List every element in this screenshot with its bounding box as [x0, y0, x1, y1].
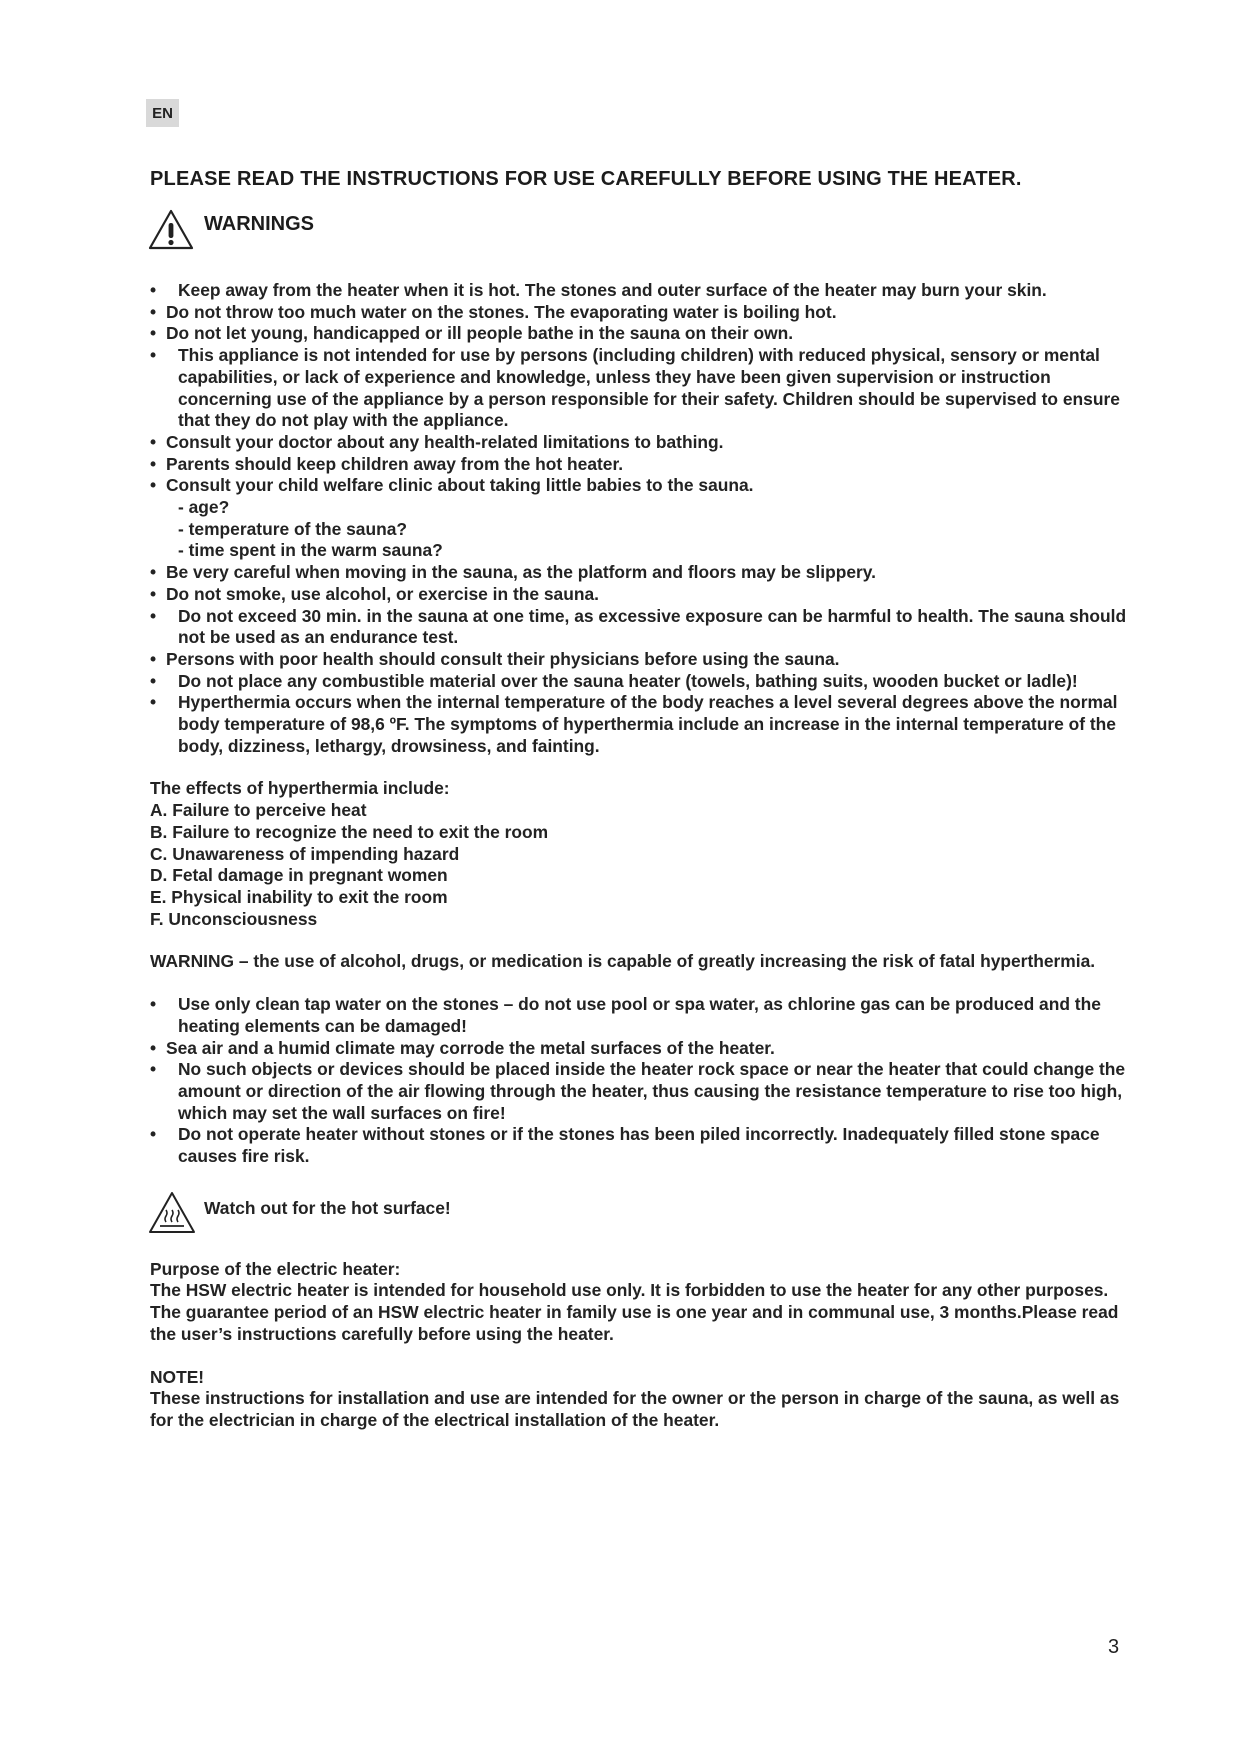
hot-surface-warning — [148, 1191, 1130, 1235]
note-text: These instructions for installation and use are intended for the owner or the person in charge of the sauna, as well as for the electrician in charge of the electrical installation of the heater. — [150, 1388, 1120, 1430]
list-item: • Do not operate heater without stones or if the stones has been piled incorrectly. Inadequately filled stone space causes fire risk. — [150, 1124, 1130, 1167]
effect-item: D. Fetal damage in pregnant women — [150, 865, 448, 886]
list-item: • Do not smoke, use alcohol, or exercise in the sauna. — [150, 584, 1130, 606]
note-heading: NOTE! — [150, 1366, 205, 1387]
list-item: • Be very careful when moving in the sauna, as the platform and floors may be slippery. — [150, 562, 1130, 584]
list-item: • Do not let young, handicapped or ill people bathe in the sauna on their own. — [150, 323, 1130, 345]
water-warnings-list — [150, 994, 1130, 1168]
list-item: • Do not exceed 30 min. in the sauna at one time, as excessive exposure can be harmful to health. The sauna should not be used as an endurance test. — [150, 606, 1130, 649]
clinic-question: - age? — [178, 497, 230, 518]
hot-surface-warning-icon — [148, 1191, 196, 1235]
purpose-heading: Purpose of the electric heater: — [150, 1258, 401, 1279]
warnings-list-continued — [150, 562, 1130, 757]
effects-heading: The effects of hyperthermia include: — [150, 778, 450, 799]
purpose-text: The HSW electric heater is intended for household use only. It is forbidden to use the heater for any other purposes. The guarantee period of an HSW electric heater in family use is one year and in communal use, 3 months.Please read the user’s instructions carefully before using the heater. — [150, 1280, 1119, 1344]
list-item: • Sea air and a humid climate may corrode the metal surfaces of the heater. — [150, 1038, 1130, 1060]
alcohol-warning: WARNING – the use of alcohol, drugs, or medication is capable of greatly increasing the risk of fatal hyperthermia. — [150, 951, 1096, 972]
list-item: • No such objects or devices should be placed inside the heater rock space or near the heater that could change the amount or direction of the air flowing through the heater, thus causing the resistance temperature to rise too high, which may set the wall surfaces on fire! — [150, 1059, 1130, 1124]
warnings-list — [150, 280, 1130, 497]
effect-item: F. Unconsciousness — [150, 908, 318, 929]
language-badge: EN — [146, 99, 179, 127]
effect-item: B. Failure to recognize the need to exit the room — [150, 821, 549, 842]
clinic-question: - time spent in the warm sauna? — [178, 540, 443, 561]
list-item: • Keep away from the heater when it is hot. The stones and outer surface of the heater may burn your skin. — [150, 280, 1130, 302]
list-item: • This appliance is not intended for use by persons (including children) with reduced physical, sensory or mental capabilities, or lack of experience and knowledge, unless they have been given supervision or instruction concerning use of the appliance by a person responsible for their safety. Children should be supervised to ensure that they do not play with the appliance. — [150, 345, 1130, 432]
list-item: • Hyperthermia occurs when the internal temperature of the body reaches a level several degrees above the normal body temperature of 98,6 ºF. The symptoms of hyperthermia include an increase in the internal temperature of the body, dizziness, lethargy, drowsiness, and fainting. — [150, 692, 1130, 757]
effects-list — [150, 800, 1130, 930]
effect-item: C. Unawareness of impending hazard — [150, 843, 460, 864]
page-number: 3 — [1108, 1636, 1120, 1658]
list-item: • Consult your child welfare clinic about taking little babies to the sauna. — [150, 475, 1130, 497]
effect-item: A. Failure to perceive heat — [150, 800, 367, 821]
hot-surface-text: Watch out for the hot surface! — [204, 1197, 451, 1218]
warning-triangle-icon — [148, 209, 194, 251]
list-item: • Do not throw too much water on the stones. The evaporating water is boiling hot. — [150, 302, 1130, 324]
list-item: • Use only clean tap water on the stones – do not use pool or spa water, as chlorine gas can be produced and the heating elements can be damaged! — [150, 994, 1130, 1037]
effect-item: E. Physical inability to exit the room — [150, 886, 448, 907]
warnings-header — [148, 209, 314, 251]
list-item: • Parents should keep children away from the hot heater. — [150, 454, 1130, 476]
document-body — [150, 280, 1130, 1432]
list-item: • Do not place any combustible material over the sauna heater (towels, bathing suits, wooden bucket or ladle)! — [150, 671, 1130, 693]
page-title: PLEASE READ THE INSTRUCTIONS FOR USE CAREFULLY BEFORE USING THE HEATER. — [150, 168, 1022, 190]
warnings-heading: WARNINGS — [204, 213, 314, 235]
list-item: • Persons with poor health should consult their physicians before using the sauna. — [150, 649, 1130, 671]
list-item: • Consult your doctor about any health-related limitations to bathing. — [150, 432, 1130, 454]
clinic-question: - temperature of the sauna? — [178, 518, 408, 539]
clinic-questions — [150, 497, 1130, 562]
